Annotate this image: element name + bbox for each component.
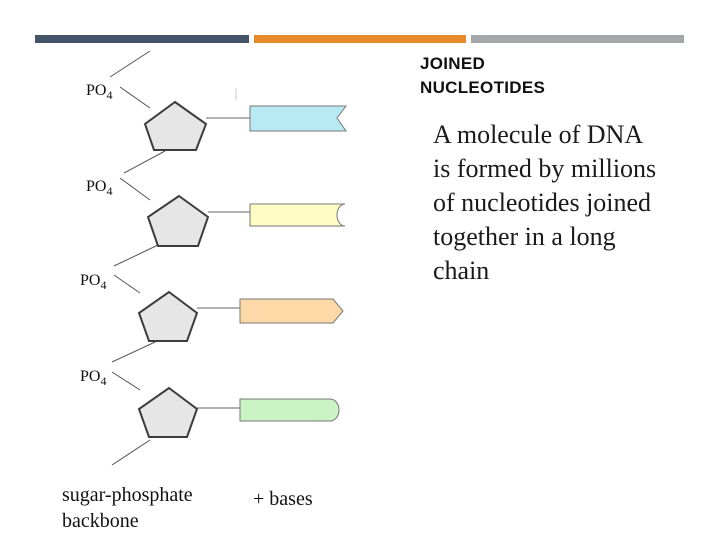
slide-title-line-2: NUCLEOTIDES <box>420 78 546 97</box>
backbone-line-5 <box>114 275 140 293</box>
sugar-pentagon-4 <box>139 388 197 437</box>
backbone-line-top <box>110 51 150 77</box>
backbone-caption: sugar-phosphate backbone <box>62 484 193 532</box>
base-green-round <box>240 399 339 421</box>
backbone-line-8 <box>112 440 150 465</box>
phosphate-label-2: $PO_4$ <box>86 178 113 198</box>
phosphate-label-3: $PO_4$ <box>80 272 107 292</box>
backbone-line-1 <box>120 87 150 108</box>
base-cyan-notch <box>250 106 346 131</box>
slide-title-line-1: JOINED <box>420 54 486 73</box>
backbone-line-6 <box>112 342 155 362</box>
backbone-line-3 <box>120 178 150 200</box>
sugar-pentagon-2 <box>148 196 208 246</box>
phosphate-label-1: $PO_4$ <box>86 82 113 102</box>
backbone-line-4 <box>114 245 158 266</box>
backbone-line-2 <box>124 151 165 173</box>
body-text: A molecule of DNA is formed by millions of nucleotides joined together in a long chain <box>433 120 657 285</box>
sugar-pentagon-3 <box>139 292 197 341</box>
backbone-line-7 <box>112 372 140 390</box>
phosphate-label-4: $PO_4$ <box>80 368 107 388</box>
bases-caption: + bases <box>253 488 313 510</box>
sugar-pentagon-1 <box>145 102 206 150</box>
base-orange-point <box>240 299 343 323</box>
base-yellow-concave <box>250 204 345 226</box>
